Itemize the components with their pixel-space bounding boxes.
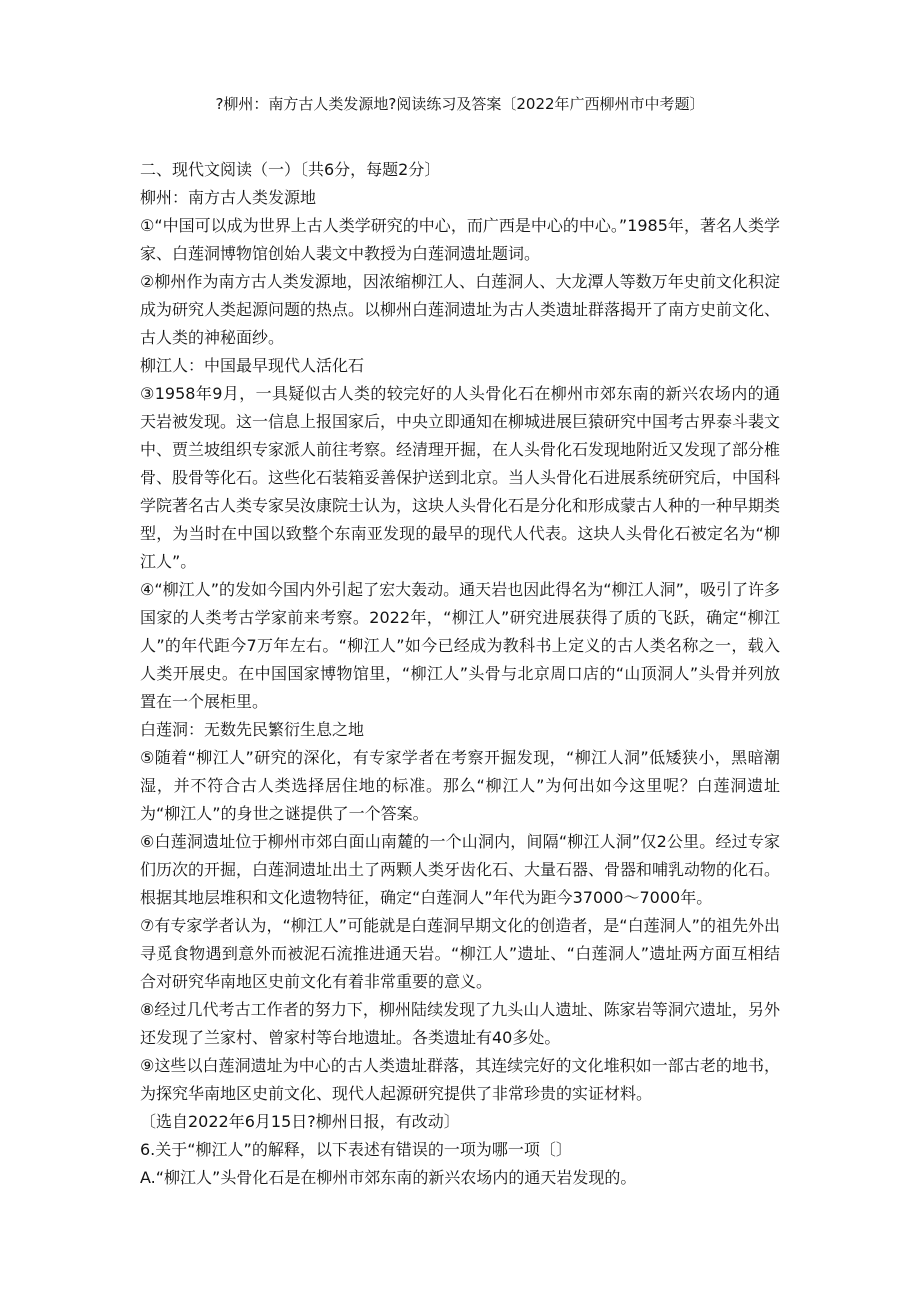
- paragraph-7: ⑦有专家学者认为，“柳江人”可能就是白莲洞早期文化的创造者，是“白莲洞人”的祖先外出寻觅食物遇到意外而被泥石流推进通天岩。“柳江人”遗址、“白莲洞人”遗址两方面互相结合对研究华南地区史前文化有着非常重要的意义。: [140, 916, 780, 991]
- paragraph-5: ⑤随着“柳江人”研究的深化，有专家学者在考察开掘发现，“柳江人洞”低矮狭小，黑暗潮湿，并不符合古人类选择居住地的标准。那么“柳江人”为何出如今这里呢？白莲洞遗址为“柳江人”的身世之谜提供了一个答案。: [140, 748, 780, 823]
- document-title: ?柳州：南方古人类发源地?阅读练习及答案〔2022年广西柳州市中考题〕: [215, 95, 705, 113]
- article-title: 柳州：南方古人类发源地: [140, 188, 317, 207]
- subheading-bailian-dong: 白莲洞：无数先民繁衍生息之地: [140, 720, 365, 739]
- paragraph-3: ③1958年9月，一具疑似古人类的较完好的人头骨化石在柳州市郊东南的新兴农场内的通天岩被发现。这一信息上报国家后，中央立即通知在柳城进展巨猿研究中国考古界泰斗裴文中、贾兰坡组织专家派人前往考察。经清理开掘，在人头骨化石发现地附近又发现了部分椎骨、股骨等化石。这些化石装箱妥善保护送到北京。当人头骨化石进展系统研究后，中国科学院著名古人类专家吴汝康院士认为，这块人头骨化石是分化和形成蒙古人种的一种早期类型，为当时在中国以致整个东南亚发现的最早的现代人代表。这块人头骨化石被定名为“柳江人”。: [140, 384, 781, 571]
- question-6: 6.关于“柳江人”的解释，以下表述有错误的一项为哪一项〔〕: [140, 1140, 572, 1159]
- source-note: 〔选自2022年6月15日?柳州日报，有改动〕: [140, 1112, 460, 1131]
- subheading-liujiang-ren: 柳江人：中国最早现代人活化石: [140, 356, 365, 375]
- section-header: 二、现代文阅读（一）〔共6分，每题2分〕: [140, 160, 441, 179]
- paragraph-8: ⑧经过几代考古工作者的努力下，柳州陆续发现了九头山人遗址、陈家岩等洞穴遗址，另外还发现了兰家村、曾家村等台地遗址。各类遗址有40多处。: [140, 1000, 780, 1047]
- paragraph-4: ④“柳江人”的发如今国内外引起了宏大轰动。通天岩也因此得名为“柳江人洞”，吸引了许多国家的人类考古学家前来考察。2022年，“柳江人”研究进展获得了质的飞跃，确定“柳江人”的年代距今7万年左右。“柳江人”如今已经成为教科书上定义的古人类名称之一，载入人类开展史。在中国国家博物馆里，“柳江人”头骨与北京周口店的“山顶洞人”头骨并列放置在一个展柜里。: [140, 580, 780, 711]
- paragraph-2: ②柳州作为南方古人类发源地，因浓缩柳江人、白莲洞人、大龙潭人等数万年史前文化积淀成为研究人类起源问题的热点。以柳州白莲洞遗址为古人类遗址群落揭开了南方史前文化、古人类的神秘面纱。: [140, 272, 781, 347]
- option-a: A.“柳江人”头骨化石是在柳州市郊东南的新兴农场内的通天岩发现的。: [140, 1168, 637, 1187]
- paragraph-9: ⑨这些以白莲洞遗址为中心的古人类遗址群落，其连续完好的文化堆积如一部古老的地书，为探究华南地区史前文化、现代人起源研究提供了非常珍贵的实证材料。: [140, 1056, 780, 1103]
- paragraph-1: ①“中国可以成为世界上古人类学研究的中心，而广西是中心的中心。”1985年，著名人类学家、白莲洞博物馆创始人裴文中教授为白莲洞遗址题词。: [140, 216, 780, 263]
- paragraph-6: ⑥白莲洞遗址位于柳州市郊白面山南麓的一个山洞内，间隔“柳江人洞”仅2公里。经过专家们历次的开掘，白莲洞遗址出土了两颗人类牙齿化石、大量石器、骨器和哺乳动物的化石。根据其地层堆积和文化遗物特征，确定“白莲洞人”年代为距今37000～7000年。: [140, 832, 781, 907]
